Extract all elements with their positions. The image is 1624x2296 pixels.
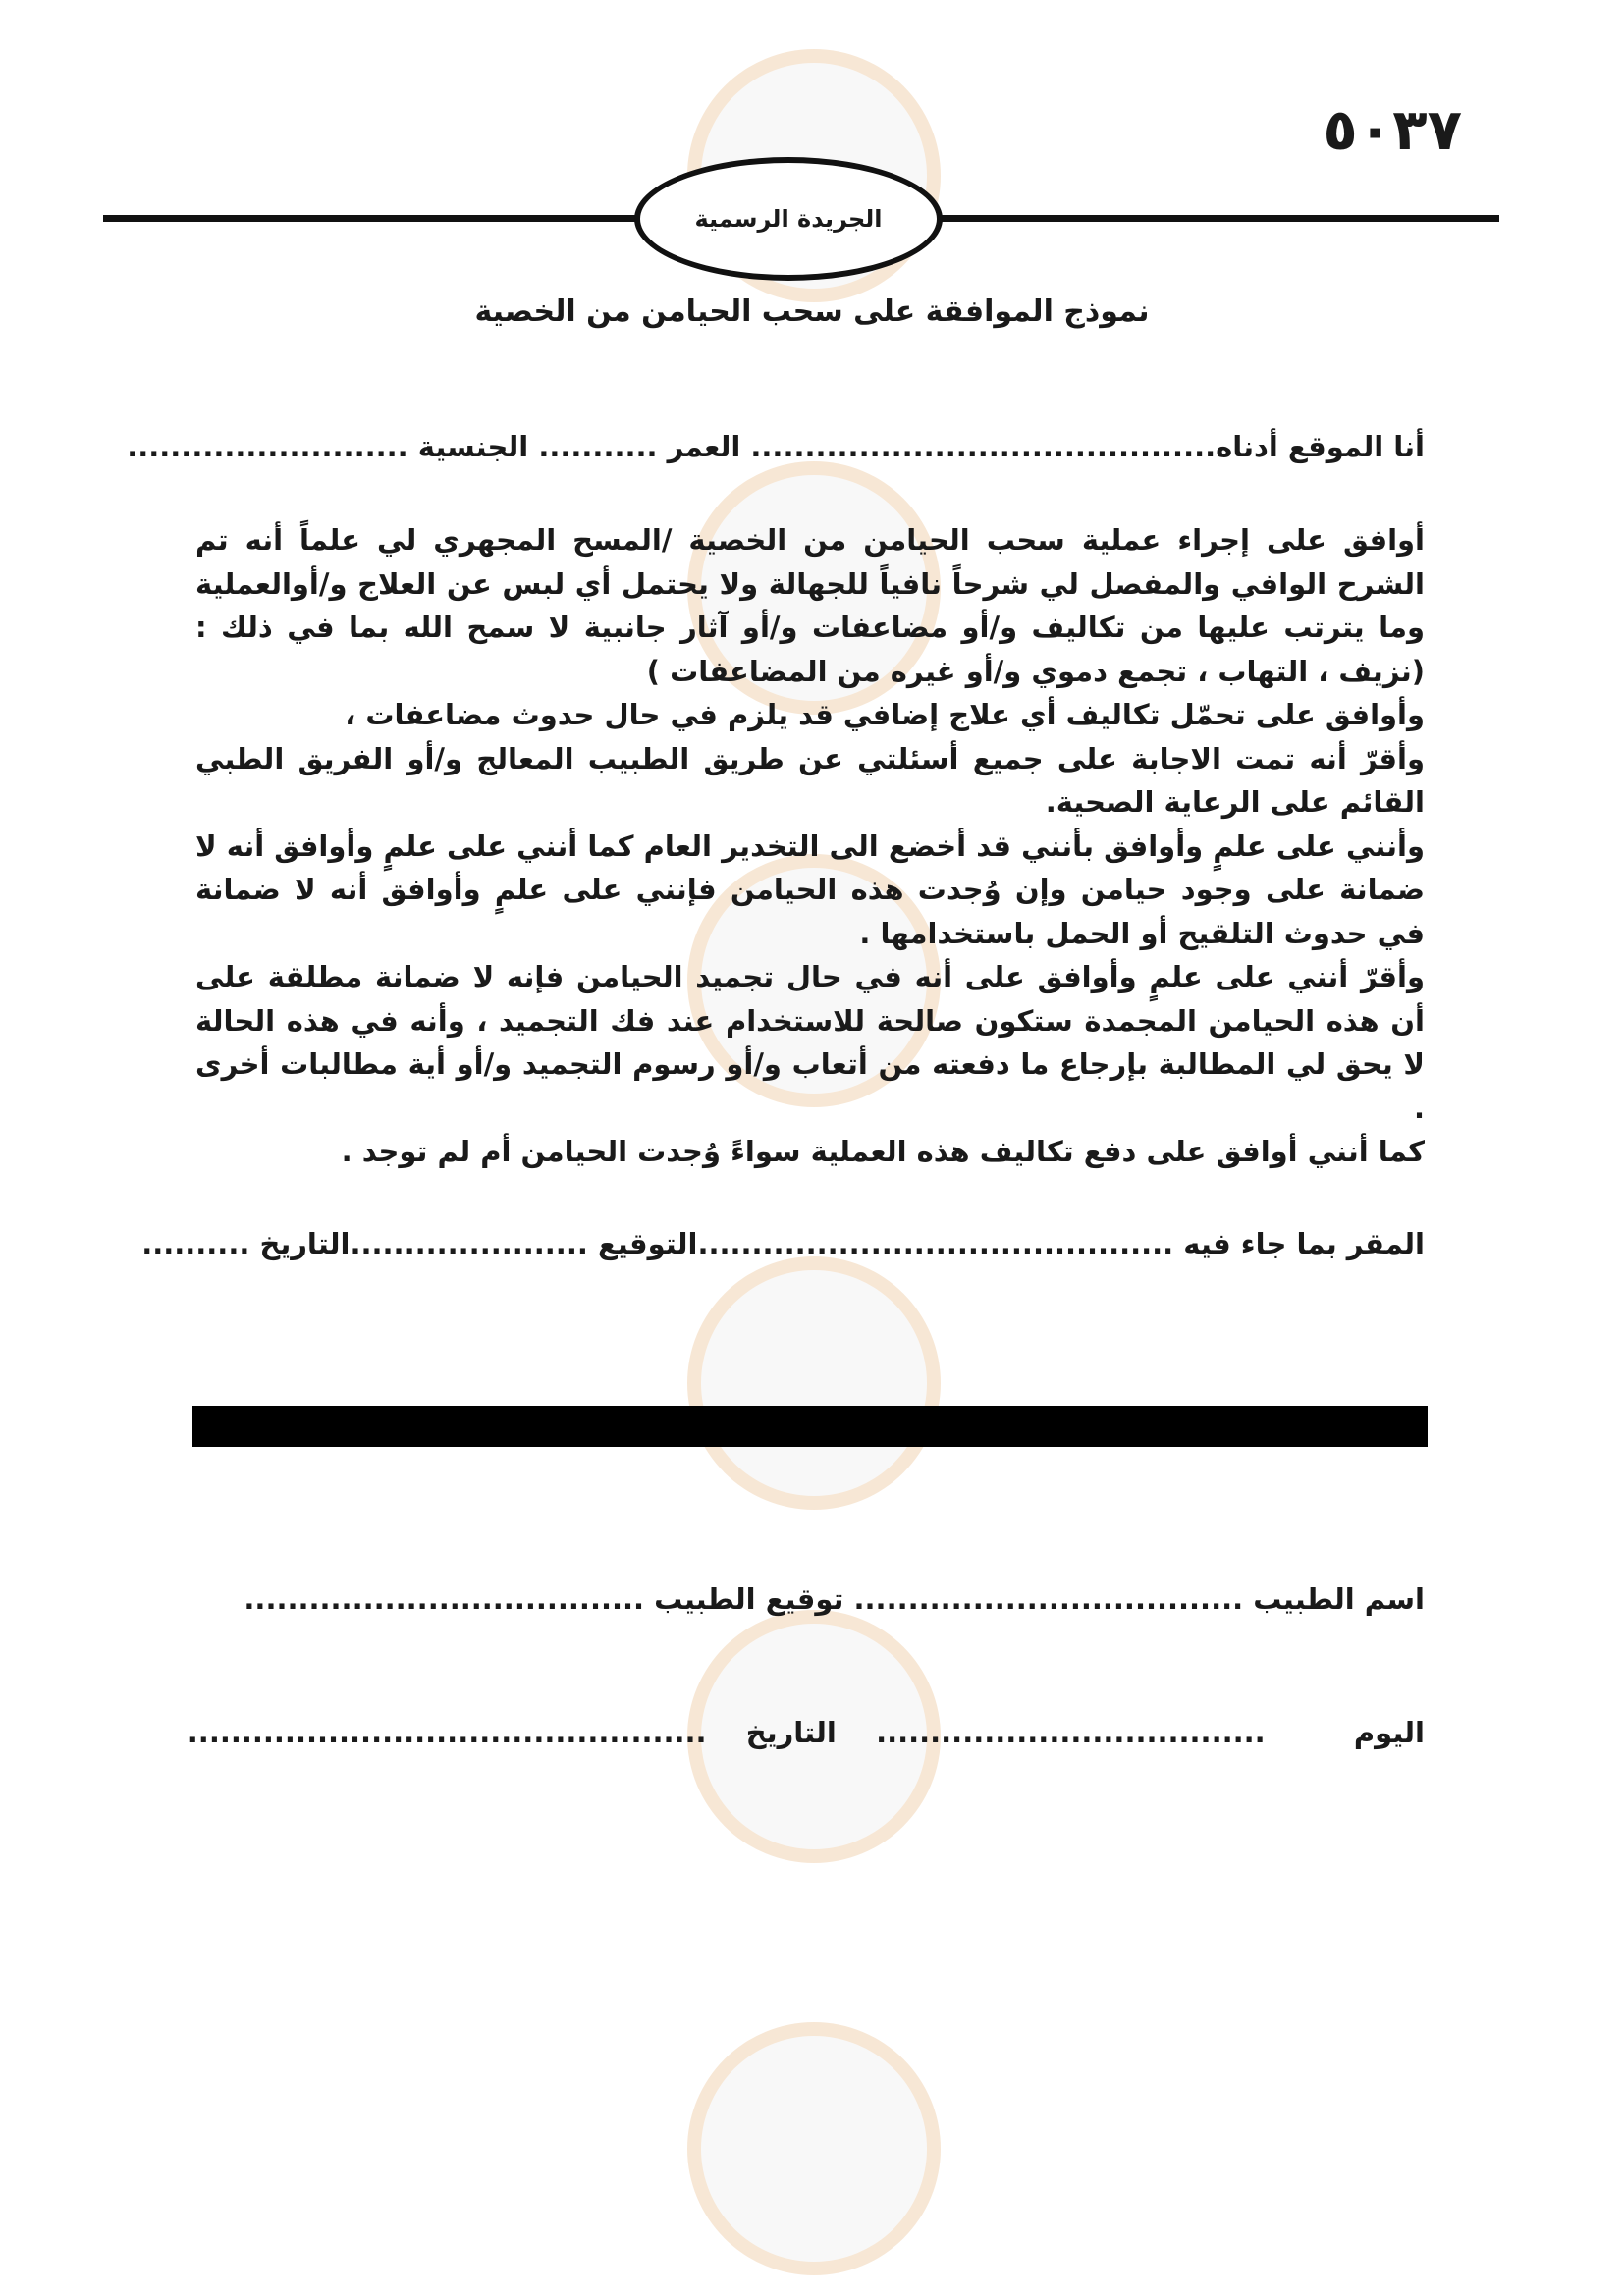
consent-paragraph: وأنني على علمٍ وأوافق بأنني قد أخضع الى التخدير العام كما أنني على علمٍ وأوافق أنه لا ضمانة على وجود حيامن وإن وُجدت هذه الحيامن فإنني على علمٍ وأوافق أنه لا ضمانة في حدوث التلقيح أو الحمل باستخدامها . bbox=[195, 828, 1425, 950]
consent-paragraph: كما أنني أوافق على دفع تكاليف هذه العملية سواءً وُجدت الحيامن أم لم توجد . bbox=[341, 1135, 1425, 1168]
page-number: ٥٠٣٧ bbox=[1323, 96, 1462, 163]
watermark-clock bbox=[687, 1256, 941, 1510]
date-label: التاريخ bbox=[745, 1716, 837, 1749]
date-dots: ................................................ bbox=[187, 1716, 707, 1749]
watermark-clock bbox=[687, 2022, 941, 2275]
black-divider bbox=[192, 1406, 1428, 1447]
doctor-name-label: اسم الطبيب bbox=[1253, 1582, 1425, 1616]
consent-body bbox=[195, 518, 1425, 1174]
doctor-line bbox=[244, 1582, 1425, 1616]
consent-paragraph: وأقرّ أنه تمت الاجابة على جميع أسئلتي عن طريق الطبيب المعالج و/أو الفريق الطبي القائم على الرعاية الصحية. bbox=[195, 741, 1425, 819]
signature-line: المقر بما جاء فيه ............................................التوقيع ......................التاريخ .......... bbox=[141, 1227, 1425, 1260]
gazette-name: الجريدة الرسمية bbox=[694, 205, 883, 233]
gazette-name-oval bbox=[634, 157, 943, 281]
consent-paragraph: وأوافق على تحمّل تكاليف أي علاج إضافي قد يلزم في حال حدوث مضاعفات ، bbox=[345, 698, 1425, 731]
doctor-name-dots: .................................... bbox=[853, 1582, 1244, 1616]
consent-paragraph: وأقرّ أنني على علمٍ وأوافق على أنه في حال تجميد الحيامن فإنه لا ضمانة مطلقة على أن هذه الحيامن المجمدة ستكون صالحة للاستخدام عند فك التجميد ، وأنه في هذه الحالة لا يحق لي المطالبة بإرجاع ما دفعته من أتعاب و/أو رسوم التجميد و/أو أية مطالبات أخرى . bbox=[195, 960, 1425, 1125]
day-dots: .................................... bbox=[876, 1716, 1266, 1749]
form-title: نموذج الموافقة على سحب الحيامن من الخصية bbox=[474, 294, 1150, 329]
doctor-sign-label: توقيع الطبيب bbox=[654, 1582, 844, 1616]
day-label: اليوم bbox=[1353, 1716, 1425, 1749]
doctor-sign-dots: ..................................... bbox=[244, 1582, 645, 1616]
identity-line: أنا الموقع أدناه........................................... العمر ........... الجنسية .......................... bbox=[127, 430, 1425, 463]
consent-paragraph: أوافق على إجراء عملية سحب الحيامن من الخصية /المسح المجهري لي علماً أنه تم الشرح الوافي والمفصل لي شرحاً نافياً للجهالة ولا يحتمل أي لبس عن العلاج و/أوالعملية وما يترتب عليها من تكاليف و/أو مضاعفات و/أو آثار جانبية لا سمح الله بما في ذلك : (نزيف ، التهاب ، تجمع دموي و/أو غيره من المضاعفات ) bbox=[195, 523, 1425, 688]
date-line bbox=[188, 1716, 1425, 1749]
